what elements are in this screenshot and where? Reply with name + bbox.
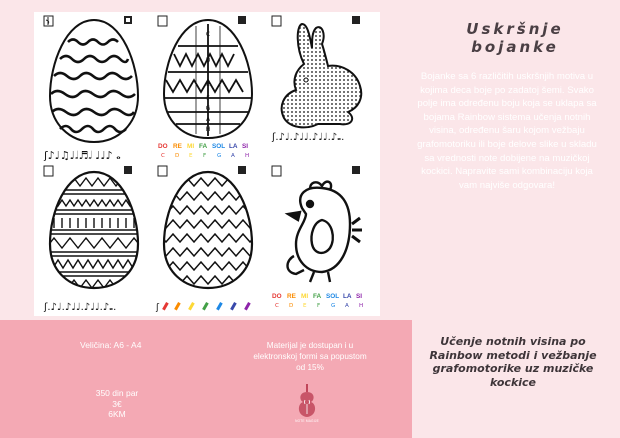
svg-text:E: E	[303, 303, 307, 309]
solfege-legend	[158, 143, 248, 150]
solfege-legend	[272, 293, 362, 300]
svg-text:A: A	[231, 153, 235, 159]
letter-legend	[275, 303, 363, 309]
svg-text:ʃ: ʃ	[156, 303, 160, 313]
chick-card	[266, 164, 378, 314]
price-eur: 3€	[112, 398, 122, 409]
svg-text:H: H	[245, 153, 250, 159]
qr-icon	[238, 166, 246, 174]
price-rsd: 350 din par	[95, 388, 139, 398]
svg-text:ʃ♪♩♫♩𝅗𝅥♬𝅗𝅥 ♩♩♪ 𝅝: ʃ♪♩♫♩𝅗𝅥♬𝅗𝅥 ♩♩♪ 𝅝	[44, 149, 121, 162]
egg-letter: G	[205, 105, 211, 112]
egg-pattern-card	[38, 164, 150, 314]
svg-text:FA: FA	[199, 143, 208, 150]
page-title: Uskršnje bojanke	[466, 20, 564, 56]
svg-text:F: F	[203, 153, 207, 159]
clef-icon	[44, 166, 53, 176]
product-description: Bojanke sa 6 različitih uskršnjih motiva u kojima deca boje po zadatoj šemi. Svako polje ima određenu boju koja se uklapa sa bojama Rainbow sistema učenja notnih visina, određenu šaru kojom vežbaju grafomotoriku ili boje delove slike u skladu sa vrednosti note dobijene na muzičkoj kockici. Napravite sami kombinaciju koja vam najviše odgovara!	[417, 71, 597, 191]
svg-text:H: H	[359, 303, 364, 309]
clef-icon	[272, 16, 281, 26]
clef-icon	[158, 166, 167, 176]
svg-text:DO: DO	[272, 293, 282, 300]
qr-icon	[352, 166, 360, 174]
chick-outline	[288, 182, 363, 282]
egg-letter: F	[206, 95, 210, 102]
qr-icon	[124, 166, 132, 174]
tagline: Učenje notnih visina po Rainbow metodi i vežbanje grafomotorike uz muzičke kockice	[429, 335, 597, 389]
egg-letter: A	[205, 116, 211, 123]
material-note: Materijal je dostupan i u elektronskoj formi sa popustom od 15%	[253, 341, 367, 372]
logo-caption: NOTE MAGIJE	[295, 419, 319, 423]
bunny-dots-card	[266, 14, 378, 164]
svg-text:LA: LA	[343, 293, 352, 300]
pencil-legend-icon	[155, 302, 251, 313]
svg-text:G: G	[217, 153, 222, 159]
svg-text:MI: MI	[301, 293, 309, 300]
svg-text:FA: FA	[313, 293, 322, 300]
qr-icon	[238, 16, 246, 24]
egg-letter: H	[205, 126, 211, 133]
svg-text:E: E	[189, 153, 193, 159]
svg-text:RE: RE	[173, 143, 182, 150]
rhythm-notes-icon	[43, 302, 116, 313]
coloring-sheets-preview	[34, 12, 380, 316]
svg-text:LA: LA	[229, 143, 238, 150]
svg-text:MI: MI	[187, 143, 195, 150]
egg-letter: C	[205, 31, 211, 38]
svg-text:ʃ.♪♩.♪♩♩.♪♩♩.♪𝅝.: ʃ.♪♩.♪♩♩.♪♩♩.♪𝅝.	[272, 132, 345, 143]
letter-legend	[161, 153, 249, 159]
price-list	[82, 388, 152, 420]
rhythm-notes-icon	[271, 132, 344, 143]
svg-text:C: C	[161, 153, 165, 159]
egg-letter: D	[205, 57, 211, 64]
svg-text:SI: SI	[356, 293, 363, 300]
price-km: 6KM	[108, 409, 126, 419]
egg-letter: E	[206, 81, 210, 88]
svg-text:D: D	[289, 303, 294, 309]
rhythm-notes-icon	[43, 149, 121, 162]
clef-icon	[44, 16, 53, 26]
clef-icon	[272, 166, 281, 176]
svg-text:SOL: SOL	[326, 293, 340, 300]
info-band	[0, 320, 412, 438]
size-label: Veličina: A6 - A4	[80, 340, 142, 350]
svg-text:D: D	[175, 153, 180, 159]
svg-text:A: A	[345, 303, 349, 309]
qr-icon	[352, 16, 360, 24]
svg-text:SOL: SOL	[212, 143, 226, 150]
clef-icon	[158, 16, 167, 26]
svg-text:DO: DO	[158, 143, 168, 150]
svg-text:RE: RE	[287, 293, 296, 300]
svg-text:C: C	[275, 303, 279, 309]
svg-text:ʃ.♪♩.♪♩♩.♪♩♩.♪𝅝.: ʃ.♪♩.♪♩♩.♪♩♩.♪𝅝.	[44, 302, 117, 313]
svg-text:SI: SI	[242, 143, 249, 150]
bunny-outline	[282, 24, 362, 127]
egg-wavy-card	[38, 14, 150, 164]
egg-zigzag-pencils-card	[152, 164, 264, 314]
svg-text:F: F	[317, 303, 321, 309]
svg-text:G: G	[331, 303, 336, 309]
egg-zigzag-letters-card	[152, 14, 264, 164]
